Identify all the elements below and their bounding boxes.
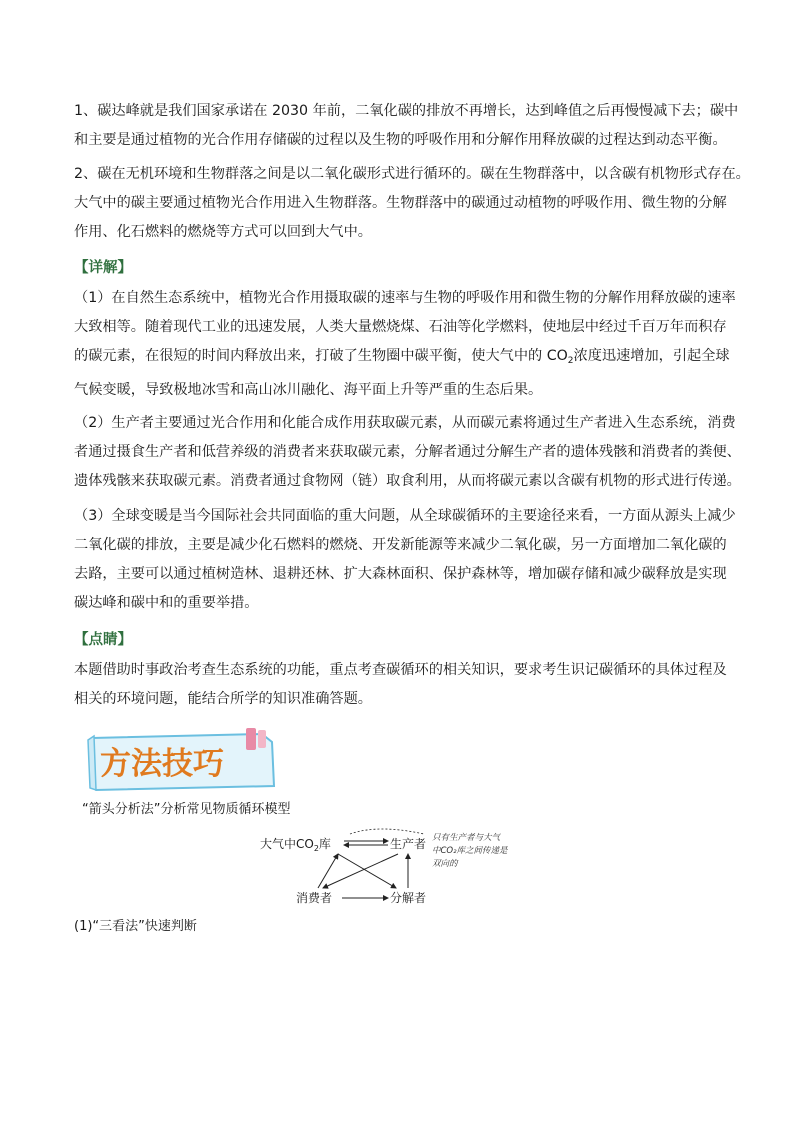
text-line: 相关的环境问题，能结合所学的知识准确答题。 bbox=[74, 691, 372, 707]
text-line: 本题借助时事政治考查生态系统的功能，重点考查碳循环的相关知识，要求考生识记碳循环的具体过程及 bbox=[74, 662, 727, 678]
text-line: 2、碳在无机环境和生物群落之间是以二氧化碳形式进行循环的。碳在生物群落中，以含碳有机物形式存在。 bbox=[74, 166, 750, 182]
detail-q2 bbox=[74, 409, 741, 496]
text-line: 大气中的碳主要通过植物光合作用进入生物群落。生物群落中的碳通过动植物的呼吸作用、微生物的分解 bbox=[74, 195, 727, 211]
producer-node: 生产者 bbox=[390, 837, 427, 851]
intro-paragraph-2 bbox=[74, 160, 750, 247]
text-line: 碳达峰和碳中和的重要举措。 bbox=[74, 595, 259, 611]
clip-icon bbox=[258, 730, 266, 748]
detail-q1 bbox=[74, 284, 736, 405]
consumer-node: 消费者 bbox=[296, 891, 333, 905]
text-line: （3）全球变暖是当今国际社会共同面临的重大问题，从全球碳循环的主要途径来看，一方面从源头上减少 bbox=[74, 508, 736, 524]
text-line: 去路，主要可以通过植树造林、退耕还林、扩大森林面积、保护森林等，增加碳存储和减少碳释放是实现 bbox=[74, 566, 727, 582]
step-1-heading: (1)“三看法”快速判断 bbox=[74, 919, 197, 934]
text-line: 者通过摄食生产者和低营养级的消费者来获取碳元素，分解者通过分解生产者的遗体残骸和消费者的粪便、 bbox=[74, 444, 741, 460]
text-segment: 浓度迅速增加，引起全球 bbox=[573, 348, 730, 364]
detail-q3 bbox=[74, 502, 736, 618]
comment-heading: 【点睛】 bbox=[74, 632, 132, 648]
atmosphere-node: 大气中$CO_2$库 bbox=[260, 837, 331, 853]
text-line: 大致相等。随着现代工业的迅速发展，人类大量燃烧煤、石油等化学燃料，使地层中经过千百万年而积存 bbox=[74, 319, 727, 335]
note-line-1: 只有生产者与大气 bbox=[432, 833, 501, 843]
text-line: （2）生产者主要通过光合作用和化能合成作用获取碳元素，从而碳元素将通过生产者进入生态系统，消费 bbox=[74, 415, 736, 431]
dashed-pointer bbox=[350, 829, 424, 834]
carbon-cycle-diagram bbox=[248, 826, 548, 916]
method-banner bbox=[86, 728, 282, 794]
note-line-3: 双向的 bbox=[432, 859, 458, 869]
decomposer-node: 分解者 bbox=[390, 891, 427, 905]
banner-title: 方法技巧 bbox=[100, 746, 224, 782]
method-caption: “箭头分析法”分析常见物质循环模型 bbox=[82, 802, 291, 817]
text-line: 遗体残骸来获取碳元素。消费者通过食物网（链）取食利用，从而将碳元素以含碳有机物的形式进行传递。 bbox=[74, 473, 741, 489]
text-line: 气候变暖，导致极地冰雪和高山冰川融化、海平面上升等严重的生态后果。 bbox=[74, 382, 543, 398]
banner-edge bbox=[88, 736, 96, 790]
text-line: 和主要是通过植物的光合作用存储碳的过程以及生物的呼吸作用和分解作用释放碳的过程达到动态平衡。 bbox=[74, 132, 727, 148]
text-line bbox=[74, 342, 730, 376]
detail-heading: 【详解】 bbox=[74, 260, 132, 276]
subscript: 2 bbox=[567, 356, 574, 366]
intro-paragraph-1 bbox=[74, 97, 739, 155]
text-line: 作用、化石燃料的燃烧等方式可以回到大气中。 bbox=[74, 224, 372, 240]
text-line: （1）在自然生态系统中，植物光合作用摄取碳的速率与生物的呼吸作用和微生物的分解作用释放碳的速率 bbox=[74, 290, 736, 306]
text-line: 二氧化碳的排放，主要是减少化石燃料的燃烧、开发新能源等来减少二氧化碳，另一方面增加二氧化碳的 bbox=[74, 537, 727, 553]
text-line: 1、碳达峰就是我们国家承诺在 2030 年前，二氧化碳的排放不再增长，达到峰值之后再慢慢减下去；碳中 bbox=[74, 103, 739, 119]
note-line-2: 中CO₂库之间传递是 bbox=[432, 846, 508, 856]
comment-paragraph bbox=[74, 656, 727, 714]
clip-icon bbox=[246, 728, 256, 750]
text-segment: 的碳元素，在很短的时间内释放出来，打破了生物圈中碳平衡，使大气中的 CO bbox=[74, 348, 568, 364]
